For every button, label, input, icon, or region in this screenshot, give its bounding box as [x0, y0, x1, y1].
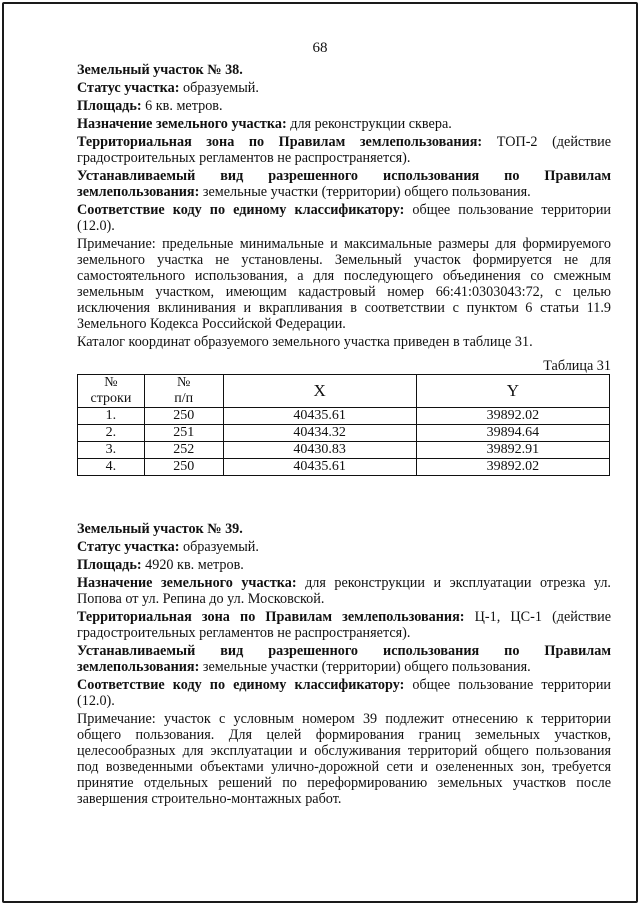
header-y: Y [416, 375, 609, 408]
plot-38-area [77, 98, 611, 114]
cell-y: 39892.91 [416, 442, 609, 459]
code-value: общее пользование территории (12.0). [77, 677, 611, 709]
coordinates-table-31 [77, 374, 610, 476]
cell-x: 40434.32 [223, 425, 416, 442]
plot-38-catalog: Каталог координат образуемого земельного участка приведен в таблице 31. [77, 334, 533, 350]
cell-y: 39892.02 [416, 459, 609, 476]
zone-label: Территориальная зона по Правилам землепользования: [77, 134, 483, 150]
status-value: образуемый. [179, 80, 259, 96]
status-value: образуемый. [179, 539, 259, 555]
code-label: Соответствие коду по единому классификатору: [77, 202, 405, 218]
area-value: 6 кв. метров. [141, 98, 223, 114]
cell-row-number: 4. [78, 459, 145, 476]
plot-39-area [77, 557, 611, 573]
header-x: X [223, 375, 416, 408]
cell-x: 40435.61 [223, 408, 416, 425]
cell-row-number: 1. [78, 408, 145, 425]
plot-39-purpose [77, 575, 611, 607]
page-number: 68 [312, 40, 328, 56]
plot-39-title: Земельный участок № 39. [77, 521, 243, 537]
table-row [78, 442, 610, 459]
plot-39-note: Примечание: участок с условным номером 39 подлежит отнесению к территории общего пользования. Для целей формирования границ земельных участков, целесообразных для эксплуатации и обслуживания территорий общего пользования под возведенными объектами улично-дорожной сети и озелененных зон, требуется принятие отдельных решений по переформированию земельных участков после завершения строительно-монтажных работ. [77, 711, 611, 807]
plot-38-use [77, 168, 611, 200]
header-pp [144, 375, 223, 408]
cell-pp: 250 [144, 459, 223, 476]
plot-38-note: Примечание: предельные минимальные и максимальные размеры для формируемого земельного участка не установлены. Земельный участок формируется не для самостоятельного использования, а для последующего объединения со смежным земельным участком, имеющим кадастровый номер 66:41:0303043:72, с целью исключения вклинивания и вкрапливания в соответствии с пунктом 6 статьи 11.9 Земельного Кодекса Российской Федерации. [77, 236, 611, 332]
zone-value: Ц-1, ЦС-1 (действие градостроительных регламентов не распространяется). [77, 609, 611, 641]
purpose-value: для реконструкции и эксплуатации отрезка ул. Попова от ул. Репина до ул. Московской. [77, 575, 611, 607]
plot-38-section [77, 62, 611, 476]
area-label: Площадь: [77, 98, 142, 114]
cell-y: 39892.02 [416, 408, 609, 425]
area-label: Площадь: [77, 557, 142, 573]
table-row [78, 408, 610, 425]
plot-39-zone [77, 609, 611, 641]
plot-38-title: Земельный участок № 38. [77, 62, 243, 78]
cell-pp: 251 [144, 425, 223, 442]
cell-pp: 252 [144, 442, 223, 459]
header-pp-line1: № [177, 375, 191, 390]
use-label: Устанавливаемый вид разрешенного использования по Правилам землепользования: [77, 643, 611, 675]
header-row-number [78, 375, 145, 408]
use-label: Устанавливаемый вид разрешенного использования по Правилам землепользования: [77, 168, 611, 200]
table-row [78, 425, 610, 442]
status-label: Статус участка: [77, 80, 180, 96]
table-row [78, 459, 610, 476]
cell-pp: 250 [144, 408, 223, 425]
purpose-label: Назначение земельного участка: [77, 575, 297, 591]
use-value: земельные участки (территории) общего пользования. [199, 659, 531, 675]
code-label: Соответствие коду по единому классификатору: [77, 677, 405, 693]
code-value: общее пользование территории (12.0). [77, 202, 611, 234]
cell-row-number: 3. [78, 442, 145, 459]
cell-y: 39894.64 [416, 425, 609, 442]
plot-38-purpose [77, 116, 611, 132]
plot-38-code [77, 202, 611, 234]
zone-label: Территориальная зона по Правилам землепользования: [77, 609, 465, 625]
purpose-value: для реконструкции сквера. [286, 116, 452, 132]
cell-x: 40435.61 [223, 459, 416, 476]
plot-39-code [77, 677, 611, 709]
header-pp-line2: п/п [174, 391, 194, 406]
use-value: земельные участки (территории) общего пользования. [199, 184, 531, 200]
zone-value: ТОП-2 (действие градостроительных регламентов не распространяется). [77, 134, 611, 166]
cell-row-number: 2. [78, 425, 145, 442]
table-header-row [78, 375, 610, 408]
header-row-number-line1: № [104, 375, 118, 390]
purpose-label: Назначение земельного участка: [77, 116, 287, 132]
plot-39-status [77, 539, 611, 555]
plot-38-zone [77, 134, 611, 166]
status-label: Статус участка: [77, 539, 180, 555]
cell-x: 40430.83 [223, 442, 416, 459]
plot-39-use [77, 643, 611, 675]
area-value: 4920 кв. метров. [141, 557, 244, 573]
table-31-caption: Таблица 31 [543, 358, 611, 374]
plot-39-section [77, 521, 611, 809]
plot-38-status [77, 80, 611, 96]
header-row-number-line2: строки [90, 391, 132, 406]
